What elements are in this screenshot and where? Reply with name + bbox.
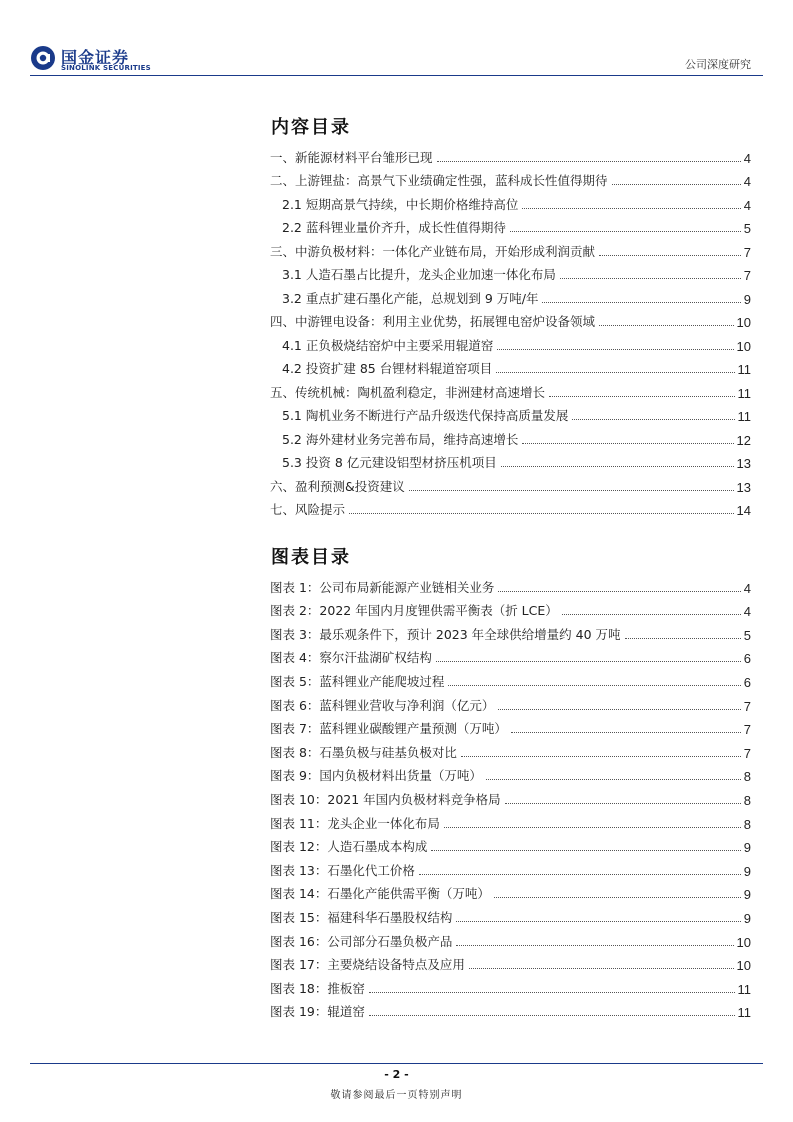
toc-entry[interactable]: [270, 808, 751, 832]
dot-leader: [542, 302, 740, 303]
figures-title: 图表目录: [271, 547, 351, 568]
dot-leader: [456, 921, 740, 922]
toc-entry-label: 图表 8：石墨负极与硅基负极对比: [270, 744, 457, 760]
toc-entry-label: 图表 19：辊道窑: [270, 1004, 365, 1020]
dot-leader: [469, 968, 734, 969]
toc-entry-label: 图表 16：公司部分石墨负极产品: [270, 933, 453, 949]
dot-leader: [456, 945, 733, 946]
toc-entry[interactable]: [270, 495, 751, 519]
dot-leader: [437, 161, 741, 162]
dot-leader: [369, 992, 735, 993]
toc-entry-label: 六、盈利预测&投资建议: [270, 478, 405, 494]
toc-entry-page: 8: [743, 769, 751, 785]
list-of-figures: [270, 572, 751, 1020]
toc-entry-label: 5.1 陶机业务不断进行产品升级迭代保持高质量发展: [282, 408, 569, 423]
toc-entry[interactable]: [270, 283, 751, 307]
dot-leader: [501, 466, 734, 467]
toc-entry-label: 图表 1：公司布局新能源产业链相关业务: [270, 579, 495, 595]
toc-entry[interactable]: [270, 354, 751, 378]
dot-leader: [431, 850, 740, 851]
dot-leader: [461, 756, 741, 757]
toc-entry-label: 图表 6：蓝科锂业营收与净利润（亿元）: [270, 697, 495, 713]
toc-entry-label: 五、传统机械：陶机盈利稳定，非洲建材高速增长: [270, 384, 546, 400]
toc-entry-page: 4: [743, 604, 751, 620]
toc-entry-page: 8: [743, 792, 751, 808]
dot-leader: [549, 396, 734, 397]
footer-divider: [30, 1063, 763, 1064]
toc-entry-label: 图表 4：察尔汗盐湖矿权结构: [270, 650, 432, 666]
dot-leader: [496, 372, 734, 373]
toc-entry-page: 11: [737, 981, 751, 997]
toc-entry-page: 11: [737, 362, 751, 377]
toc-entry-label: 图表 5：蓝科锂业产能爬坡过程: [270, 673, 445, 689]
toc-entry-label: 3.1 人造石墨占比提升，龙头企业加速一体化布局: [282, 267, 556, 282]
toc-entry-page: 14: [736, 503, 751, 518]
dot-leader: [498, 591, 740, 592]
toc-entry-label: 图表 2：2022 年国内月度锂供需平衡表（折 LCE）: [270, 603, 558, 619]
toc-entry[interactable]: [270, 737, 751, 761]
toc-entry[interactable]: [270, 330, 751, 354]
toc-entry-label: 4.1 正负极烧结窑炉中主要采用辊道窑: [282, 337, 494, 353]
toc-entry-label: 图表 13：石墨化代工价格: [270, 862, 415, 878]
toc-entry-page: 7: [743, 722, 751, 738]
toc-entry-page: 7: [743, 745, 751, 761]
toc-entry[interactable]: [270, 213, 751, 237]
toc-entry[interactable]: [270, 307, 751, 331]
toc-entry[interactable]: [270, 424, 751, 448]
toc-entry-page: 13: [736, 456, 751, 471]
toc-entry-page: 13: [736, 479, 751, 495]
toc-entry[interactable]: [270, 714, 751, 738]
logo-chinese-name: 国金证券: [61, 48, 130, 67]
toc-entry[interactable]: [270, 761, 751, 785]
contents-title: 内容目录: [271, 117, 351, 138]
toc-entry[interactable]: [270, 926, 751, 950]
toc-entry-label: 图表 3：最乐观条件下，预计 2023 年全球供给增量约 40 万吨: [270, 626, 621, 642]
toc-entry-page: 9: [743, 840, 751, 856]
dot-leader: [522, 443, 733, 444]
header-divider: [30, 75, 763, 76]
logo-english-name: SINOLINK SECURITIES: [61, 64, 151, 72]
toc-entry-label: 图表 9：国内负极材料出货量（万吨）: [270, 768, 482, 784]
page-header: [0, 0, 793, 80]
toc-entry[interactable]: [270, 596, 751, 620]
toc-entry-label: 图表 7：蓝科锂业碳酸锂产量预测（万吨）: [270, 721, 507, 737]
dot-leader: [497, 349, 733, 350]
dot-leader: [505, 803, 741, 804]
toc-entry-page: 10: [736, 315, 751, 330]
report-type-label: 公司深度研究: [685, 58, 751, 71]
toc-entry-page: 7: [743, 268, 751, 283]
toc-entry-page: 4: [743, 150, 751, 166]
dot-leader: [349, 513, 734, 514]
toc-entry-label: 4.2 投资扩建 85 台锂材料辊道窑项目: [282, 361, 493, 376]
toc-entry-label: 图表 10：2021 年国内负极材料竞争格局: [270, 791, 501, 807]
toc-entry-label: 图表 17：主要烧结设备特点及应用: [270, 957, 465, 973]
page-number: - 2 -: [384, 1068, 409, 1081]
toc-entry-page: 5: [743, 627, 751, 643]
toc-entry-label: 图表 11：龙头企业一体化布局: [270, 815, 440, 831]
toc-entry-page: 8: [743, 816, 751, 832]
toc-entry-page: 9: [743, 863, 751, 879]
toc-entry-page: 7: [743, 244, 751, 260]
toc-entry-label: 一、新能源材料平台雏形已现: [270, 149, 433, 165]
dot-leader: [419, 874, 741, 875]
toc-entry[interactable]: [270, 997, 751, 1021]
toc-entry-page: 11: [737, 385, 751, 401]
dot-leader: [522, 208, 740, 209]
toc-entry-label: 5.3 投资 8 亿元建设铝型材挤压机项目: [282, 455, 497, 470]
dot-leader: [625, 638, 741, 639]
toc-entry[interactable]: [270, 832, 751, 856]
dot-leader: [560, 278, 741, 279]
toc-entry-page: 5: [743, 221, 751, 236]
toc-entry-page: 12: [736, 432, 751, 448]
toc-entry-label: 三、中游负极材料：一体化产业链布局，开始形成利润贡献: [270, 243, 596, 259]
toc-entry-page: 9: [743, 291, 751, 307]
toc-entry-page: 11: [737, 1005, 751, 1021]
toc-entry-label: 3.2 重点扩建石墨化产能，总规划到 9 万吨/年: [282, 290, 539, 306]
toc-entry[interactable]: [270, 666, 751, 690]
toc-entry[interactable]: [270, 950, 751, 974]
toc-entry[interactable]: [270, 643, 751, 667]
toc-entry-label: 图表 15：福建科华石墨股权结构: [270, 909, 453, 925]
toc-entry-page: 6: [743, 651, 751, 667]
toc-entry-label: 图表 12：人造石墨成本构成: [270, 839, 428, 855]
logo-mark-icon: [30, 45, 56, 71]
dot-leader: [612, 184, 741, 185]
toc-entry-page: 11: [737, 409, 751, 424]
toc-entry-page: 4: [743, 580, 751, 596]
dot-leader: [448, 685, 740, 686]
toc-entry[interactable]: [270, 166, 751, 190]
toc-entry-page: 9: [743, 887, 751, 903]
dot-leader: [498, 709, 740, 710]
toc-entry-page: 7: [743, 698, 751, 714]
toc-entry-page: 10: [736, 958, 751, 974]
dot-leader: [436, 661, 741, 662]
toc-entry[interactable]: [270, 471, 751, 495]
toc-entry[interactable]: [270, 784, 751, 808]
dot-leader: [599, 325, 734, 326]
toc-entry-label: 2.2 蓝科锂业量价齐升，成长性值得期待: [282, 220, 506, 235]
dot-leader: [494, 897, 741, 898]
toc-entry-label: 二、上游锂盐：高景气下业绩确定性强，蓝科成长性值得期待: [270, 173, 608, 188]
company-logo: [30, 44, 150, 74]
toc-entry[interactable]: [270, 189, 751, 213]
toc-entry-page: 6: [743, 674, 751, 690]
toc-entry[interactable]: [270, 879, 751, 903]
toc-entry-page: 4: [743, 174, 751, 189]
dot-leader: [572, 419, 734, 420]
toc-entry[interactable]: [270, 236, 751, 260]
toc-entry-page: 10: [736, 338, 751, 354]
toc-entry-page: 4: [743, 197, 751, 213]
toc-entry-label: 图表 14：石墨化产能供需平衡（万吨）: [270, 886, 490, 902]
toc-entry[interactable]: [270, 619, 751, 643]
toc-entry[interactable]: [270, 142, 751, 166]
toc-entry-label: 四、中游锂电设备：利用主业优势，拓展锂电窑炉设备领域: [270, 314, 596, 329]
dot-leader: [599, 255, 741, 256]
toc-entry[interactable]: [270, 855, 751, 879]
toc-entry-label: 图表 18：推板窑: [270, 980, 365, 996]
dot-leader: [511, 732, 741, 733]
toc-entry[interactable]: [270, 448, 751, 472]
toc-entry[interactable]: [270, 690, 751, 714]
toc-entry[interactable]: [270, 401, 751, 425]
toc-entry[interactable]: [270, 377, 751, 401]
toc-entry-page: 9: [743, 910, 751, 926]
disclaimer-text: 敬请参阅最后一页特别声明: [330, 1090, 463, 1101]
toc-entry-label: 2.1 短期高景气持续，中长期价格维持高位: [282, 196, 519, 212]
toc-entry[interactable]: [270, 973, 751, 997]
dot-leader: [409, 490, 734, 491]
dot-leader: [486, 779, 741, 780]
dot-leader: [369, 1015, 735, 1016]
toc-entry[interactable]: [270, 902, 751, 926]
dot-leader: [562, 614, 741, 615]
dot-leader: [444, 827, 741, 828]
toc-entry-label: 5.2 海外建材业务完善布局，维持高速增长: [282, 431, 519, 447]
toc-entry[interactable]: [270, 572, 751, 596]
dot-leader: [510, 231, 741, 232]
toc-entry-label: 七、风险提示: [270, 502, 346, 517]
toc-entry-page: 10: [736, 934, 751, 950]
toc-entry[interactable]: [270, 260, 751, 284]
table-of-contents: [270, 142, 751, 518]
